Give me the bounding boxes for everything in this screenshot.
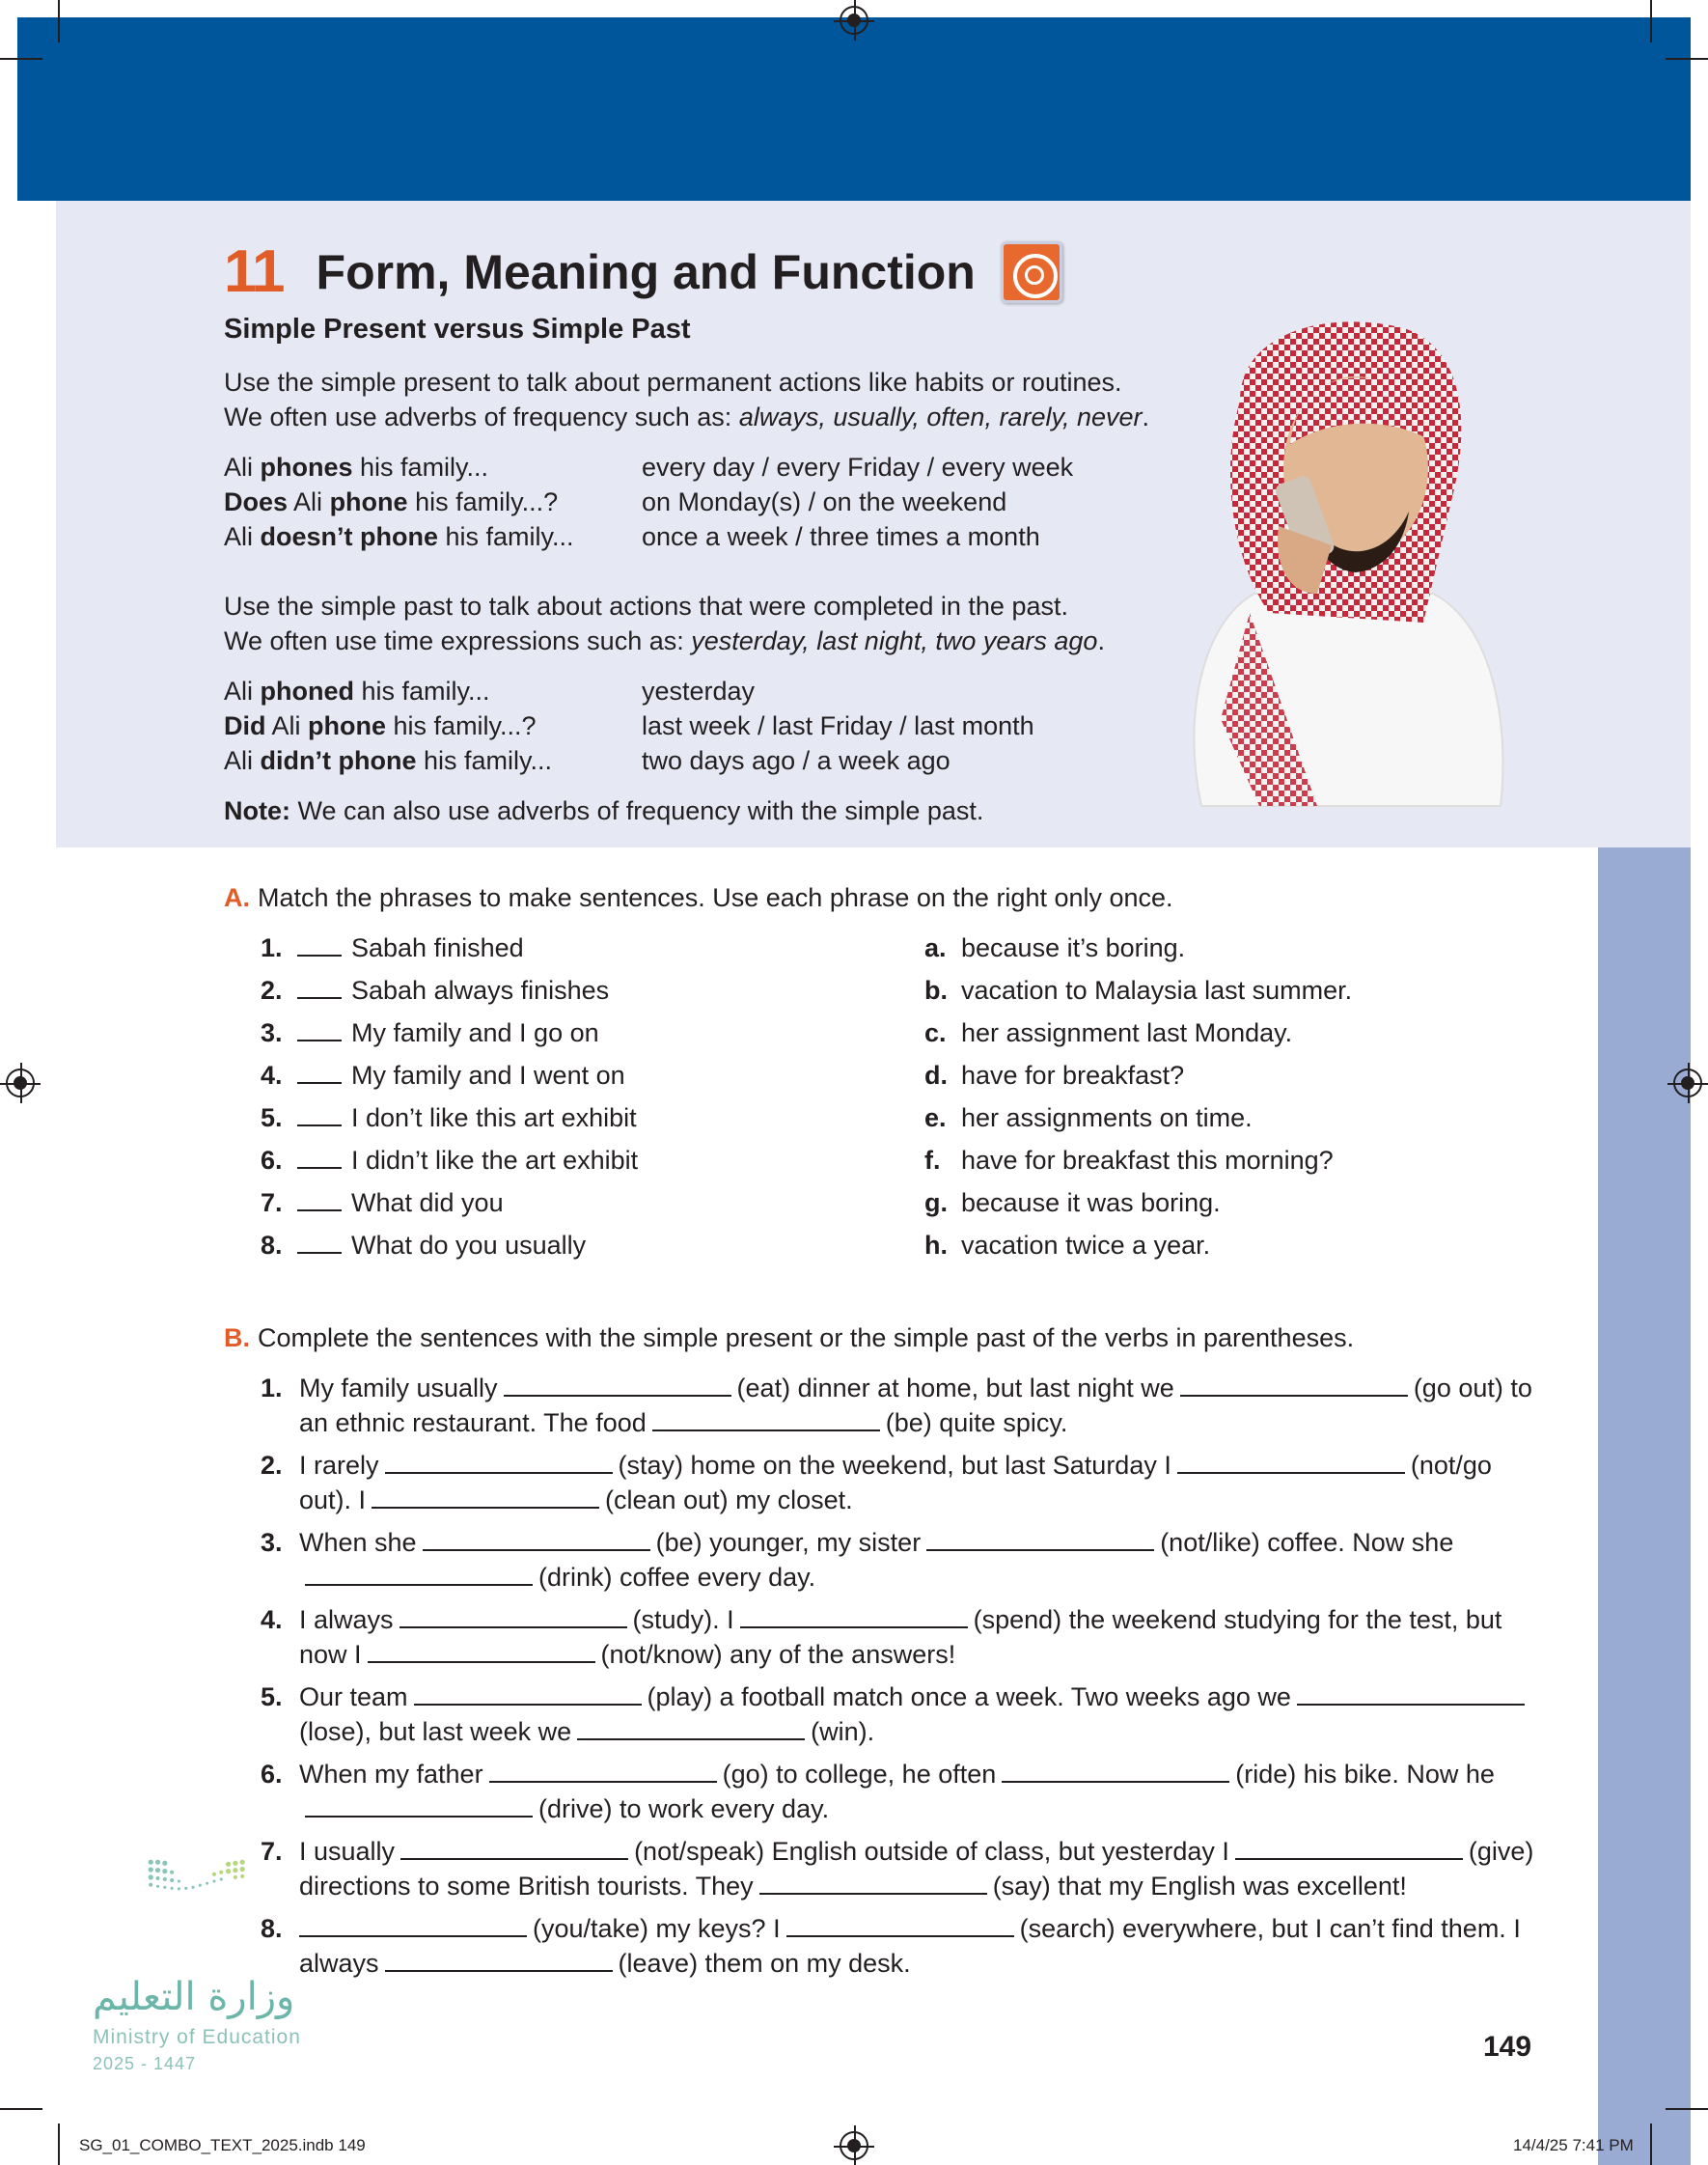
answer-blank[interactable] bbox=[297, 976, 342, 999]
item-text: Sabah finished bbox=[351, 933, 524, 962]
sentence-part: (stay) home on the weekend, but last Saturday I bbox=[618, 1451, 1171, 1480]
list-item bbox=[261, 930, 524, 965]
item-number: 4. bbox=[261, 1605, 283, 1634]
answer-blank[interactable] bbox=[926, 1528, 1154, 1551]
sentence-part: (drive) to work every day. bbox=[538, 1794, 830, 1823]
list-item bbox=[261, 1143, 638, 1178]
past-time-2: last week / last Friday / last month bbox=[642, 711, 1034, 740]
sentence-part: (play) a football match once a week. Two weeks ago we bbox=[647, 1682, 1291, 1711]
sentence-part: (not/know) any of the answers! bbox=[600, 1640, 956, 1669]
item-text: What did you bbox=[351, 1188, 504, 1217]
present-adverbs: always, usually, often, rarely, never bbox=[738, 402, 1143, 431]
sentence-part: (ride) his bike. Now he bbox=[1235, 1760, 1495, 1789]
registration-mark-icon bbox=[6, 1069, 35, 1097]
item-number: 4. bbox=[261, 1061, 283, 1090]
past-time-3: two days ago / a week ago bbox=[642, 746, 950, 775]
list-item bbox=[261, 1100, 637, 1135]
sentence-part: (say) that my English was excellent! bbox=[992, 1872, 1407, 1901]
item-letter: h. bbox=[924, 1231, 948, 1260]
answer-blank[interactable] bbox=[305, 1794, 533, 1818]
answer-blank[interactable] bbox=[399, 1605, 627, 1628]
past-example-2 bbox=[224, 708, 552, 743]
crop-mark bbox=[58, 2123, 60, 2165]
answer-blank[interactable] bbox=[504, 1374, 731, 1397]
ministry-year: 2025 - 1447 bbox=[93, 2054, 197, 2073]
verb: phone bbox=[329, 487, 408, 516]
exercise-b-item bbox=[261, 1525, 1544, 1595]
exercise-b-item bbox=[261, 1448, 1544, 1517]
list-item bbox=[261, 1228, 586, 1263]
item-number: 6. bbox=[261, 1760, 283, 1789]
item-text: vacation twice a year. bbox=[961, 1231, 1211, 1260]
list-item bbox=[924, 930, 1185, 965]
present-line-2-prefix: We often use adverbs of frequency such as: bbox=[224, 402, 739, 431]
right-color-strip bbox=[1598, 847, 1691, 2165]
sentence-part: I rarely bbox=[299, 1451, 379, 1480]
item-text: I didn’t like the art exhibit bbox=[351, 1146, 639, 1175]
list-item bbox=[924, 1228, 1210, 1263]
text: his family...? bbox=[386, 711, 537, 740]
note-label: Note: bbox=[224, 796, 290, 825]
answer-blank[interactable] bbox=[1002, 1760, 1229, 1783]
item-text: her assignment last Monday. bbox=[961, 1018, 1293, 1047]
crop-mark bbox=[1650, 0, 1652, 42]
item-letter: e. bbox=[924, 1103, 947, 1132]
item-text: her assignments on time. bbox=[961, 1103, 1253, 1132]
answer-blank[interactable] bbox=[489, 1760, 717, 1783]
item-number: 5. bbox=[261, 1103, 283, 1132]
text: Ali bbox=[224, 746, 261, 775]
print-slug-datetime: 14/4/25 7:41 PM bbox=[1513, 2136, 1634, 2154]
item-number: 3. bbox=[261, 1018, 283, 1047]
sentence-part: (go out) to an ethnic restaurant. The food bbox=[299, 1374, 1532, 1437]
past-explanation bbox=[224, 589, 1105, 658]
past-expressions: yesterday, last night, two years ago bbox=[691, 626, 1098, 655]
exercise-b-item bbox=[261, 1757, 1544, 1826]
answer-blank[interactable] bbox=[577, 1717, 805, 1740]
sentence-part: (give) directions to some British tourists. They bbox=[299, 1837, 1534, 1901]
item-text: I don’t like this art exhibit bbox=[351, 1103, 637, 1132]
list-item bbox=[924, 1185, 1221, 1220]
answer-blank[interactable] bbox=[297, 1061, 342, 1084]
crop-mark bbox=[0, 2108, 42, 2110]
exercise-a-instruction bbox=[224, 880, 1173, 915]
present-example-2 bbox=[224, 485, 574, 519]
verb: Did bbox=[224, 711, 266, 740]
sentence-part: (lose), but last week we bbox=[299, 1717, 572, 1746]
past-example-1 bbox=[224, 674, 552, 708]
exercise-b-item bbox=[261, 1834, 1544, 1903]
item-text: because it was boring. bbox=[961, 1188, 1221, 1217]
exercise-b-item bbox=[261, 1371, 1544, 1440]
text: Ali bbox=[224, 522, 261, 551]
sentence-part: I usually bbox=[299, 1837, 396, 1866]
man-on-phone-photo bbox=[1163, 304, 1520, 811]
answer-blank[interactable] bbox=[368, 1640, 595, 1663]
answer-blank[interactable] bbox=[652, 1408, 880, 1431]
crop-mark bbox=[1650, 2123, 1652, 2165]
sentence-part: When she bbox=[299, 1528, 417, 1557]
item-letter: f. bbox=[924, 1146, 941, 1175]
item-number: 3. bbox=[261, 1528, 283, 1557]
past-example-3 bbox=[224, 743, 552, 778]
sentence-part: (go) to college, he often bbox=[722, 1760, 997, 1789]
list-item bbox=[924, 1015, 1292, 1050]
answer-blank[interactable] bbox=[297, 1188, 342, 1211]
past-time-1: yesterday bbox=[642, 677, 756, 706]
registration-mark-icon bbox=[840, 2131, 868, 2160]
lesson-subtitle: Simple Present versus Simple Past bbox=[224, 314, 691, 345]
exercise-b-letter: B. bbox=[224, 1323, 250, 1352]
present-examples bbox=[224, 450, 574, 554]
text: Ali bbox=[288, 487, 330, 516]
present-time-expressions bbox=[642, 450, 1073, 554]
present-example-3 bbox=[224, 519, 574, 554]
past-line-2 bbox=[224, 624, 1105, 658]
present-line-2-suffix: . bbox=[1142, 402, 1150, 431]
print-slug-file: SG_01_COMBO_TEXT_2025.indb 149 bbox=[79, 2136, 366, 2154]
text: Ali bbox=[265, 711, 309, 740]
sentence-part: (search) everywhere, but I can’t find them. I always bbox=[299, 1914, 1521, 1978]
list-item bbox=[924, 1058, 1184, 1093]
exercise-b-item bbox=[261, 1911, 1544, 1981]
item-number: 7. bbox=[261, 1837, 283, 1866]
text: his family... bbox=[438, 522, 574, 551]
item-number: 7. bbox=[261, 1188, 283, 1217]
answer-blank[interactable] bbox=[305, 1563, 533, 1586]
exercise-a-letter: A. bbox=[224, 883, 250, 912]
sentence-part: (drink) coffee every day. bbox=[538, 1563, 816, 1592]
header-band bbox=[17, 17, 1691, 201]
verb: phone bbox=[308, 711, 387, 740]
present-explanation bbox=[224, 365, 1149, 434]
lesson-header bbox=[224, 237, 1062, 306]
exercise-a-text: Match the phrases to make sentences. Use each phrase on the right only once. bbox=[258, 883, 1173, 912]
sentence-part: When my father bbox=[299, 1760, 483, 1789]
item-text: My family and I go on bbox=[351, 1018, 599, 1047]
ministry-arabic-name: وزارة التعليم bbox=[93, 1975, 295, 2019]
list-item bbox=[261, 973, 609, 1008]
audio-icon[interactable] bbox=[1001, 241, 1062, 303]
present-line-1: Use the simple present to talk about permanent actions like habits or routines. bbox=[224, 368, 1122, 397]
list-item bbox=[924, 973, 1352, 1008]
answer-blank[interactable] bbox=[385, 1451, 613, 1474]
item-letter: g. bbox=[924, 1188, 948, 1217]
present-time-2: on Monday(s) / on the weekend bbox=[642, 487, 1007, 516]
answer-blank[interactable] bbox=[740, 1605, 968, 1628]
sentence-part: (not/speak) English outside of class, but yesterday I bbox=[634, 1837, 1229, 1866]
answer-blank[interactable] bbox=[297, 1231, 342, 1254]
note-text: We can also use adverbs of frequency with the simple past. bbox=[290, 796, 984, 825]
verb: phones bbox=[260, 453, 353, 482]
past-line-1: Use the simple past to talk about actions that were completed in the past. bbox=[224, 592, 1068, 621]
answer-blank[interactable] bbox=[786, 1914, 1014, 1937]
answer-blank[interactable] bbox=[297, 933, 342, 957]
crop-mark bbox=[1666, 2108, 1708, 2110]
item-number: 5. bbox=[261, 1682, 283, 1711]
registration-mark-icon bbox=[840, 6, 868, 35]
crop-mark bbox=[58, 0, 60, 42]
answer-blank[interactable] bbox=[297, 1146, 342, 1169]
answer-blank[interactable] bbox=[1177, 1451, 1405, 1474]
item-number: 2. bbox=[261, 1451, 283, 1480]
answer-blank[interactable] bbox=[423, 1528, 650, 1551]
exercise-b-instruction bbox=[224, 1320, 1354, 1355]
sentence-part: (not/like) coffee. Now she bbox=[1160, 1528, 1454, 1557]
sentence-part: (leave) them on my desk. bbox=[618, 1949, 911, 1978]
answer-blank[interactable] bbox=[1297, 1682, 1525, 1706]
item-text: because it’s boring. bbox=[961, 933, 1186, 962]
verb: doesn’t phone bbox=[260, 522, 439, 551]
sentence-part: My family usually bbox=[299, 1374, 498, 1402]
exercise-b-item bbox=[261, 1679, 1544, 1749]
list-item bbox=[261, 1058, 625, 1093]
sentence-part: (be) quite spicy. bbox=[885, 1408, 1068, 1437]
page-number: 149 bbox=[1483, 2031, 1532, 2063]
item-number: 2. bbox=[261, 976, 283, 1005]
sentence-part: (not/go out). I bbox=[299, 1451, 1492, 1514]
verb: Does bbox=[224, 487, 289, 516]
list-item bbox=[261, 1185, 504, 1220]
exercise-b-item bbox=[261, 1602, 1544, 1672]
item-text: have for breakfast? bbox=[961, 1061, 1185, 1090]
item-text: What do you usually bbox=[351, 1231, 587, 1260]
sentence-part: (spend) the weekend studying for the test, but now I bbox=[299, 1605, 1502, 1669]
item-number: 8. bbox=[261, 1231, 283, 1260]
answer-blank[interactable] bbox=[385, 1949, 613, 1972]
answer-blank[interactable] bbox=[297, 1018, 342, 1041]
answer-blank[interactable] bbox=[1235, 1837, 1463, 1860]
verb: phoned bbox=[260, 677, 354, 706]
ministry-logo-icon bbox=[93, 1857, 315, 1973]
text: his family... bbox=[416, 746, 553, 775]
answer-blank[interactable] bbox=[297, 1103, 342, 1126]
sentence-part: Our team bbox=[299, 1682, 408, 1711]
item-number: 1. bbox=[261, 1374, 283, 1402]
crop-mark bbox=[1666, 58, 1708, 60]
sentence-part: (be) younger, my sister bbox=[655, 1528, 922, 1557]
item-letter: c. bbox=[924, 1018, 947, 1047]
past-line-2-prefix: We often use time expressions such as: bbox=[224, 626, 692, 655]
present-line-2 bbox=[224, 400, 1149, 434]
present-example-1 bbox=[224, 450, 574, 485]
answer-blank[interactable] bbox=[414, 1682, 642, 1706]
ministry-english-name: Ministry of Education bbox=[93, 2026, 301, 2048]
lesson-title: Form, Meaning and Function bbox=[316, 244, 976, 299]
past-line-2-suffix: . bbox=[1097, 626, 1105, 655]
sentence-part: I always bbox=[299, 1605, 394, 1634]
list-item bbox=[924, 1100, 1253, 1135]
answer-blank[interactable] bbox=[299, 1914, 527, 1937]
sentence-part: (study). I bbox=[632, 1605, 734, 1634]
item-text: vacation to Malaysia last summer. bbox=[961, 976, 1353, 1005]
present-time-1: every day / every Friday / every week bbox=[642, 453, 1074, 482]
text: his family...? bbox=[407, 487, 559, 516]
present-time-3: once a week / three times a month bbox=[642, 522, 1040, 551]
item-letter: b. bbox=[924, 976, 948, 1005]
item-letter: a. bbox=[924, 933, 947, 962]
item-number: 6. bbox=[261, 1146, 283, 1175]
exercise-b-text: Complete the sentences with the simple present or the simple past of the verbs in parentheses. bbox=[258, 1323, 1355, 1352]
past-examples bbox=[224, 674, 552, 778]
item-text: My family and I went on bbox=[351, 1061, 625, 1090]
text: Ali bbox=[224, 677, 261, 706]
past-time-expressions bbox=[642, 674, 1034, 778]
sentence-part: (eat) dinner at home, but last night we bbox=[736, 1374, 1174, 1402]
verb: didn’t phone bbox=[260, 746, 417, 775]
grammar-note bbox=[224, 793, 983, 828]
answer-blank[interactable] bbox=[400, 1837, 628, 1860]
answer-blank[interactable] bbox=[759, 1872, 987, 1895]
answer-blank[interactable] bbox=[372, 1485, 599, 1509]
item-text: have for breakfast this morning? bbox=[961, 1146, 1334, 1175]
sentence-part: (clean out) my closet. bbox=[605, 1485, 853, 1514]
list-item bbox=[261, 1015, 599, 1050]
crop-mark bbox=[0, 58, 42, 60]
registration-mark-icon bbox=[1673, 1069, 1702, 1097]
answer-blank[interactable] bbox=[1180, 1374, 1408, 1397]
item-number: 1. bbox=[261, 933, 283, 962]
lesson-number: 11 bbox=[224, 238, 284, 305]
text: Ali bbox=[224, 453, 261, 482]
text: his family... bbox=[354, 677, 490, 706]
sentence-part: (win). bbox=[811, 1717, 875, 1746]
item-number: 8. bbox=[261, 1914, 283, 1943]
item-letter: d. bbox=[924, 1061, 948, 1090]
sentence-part: (you/take) my keys? I bbox=[533, 1914, 781, 1943]
item-text: Sabah always finishes bbox=[351, 976, 610, 1005]
text: his family... bbox=[352, 453, 489, 482]
list-item bbox=[924, 1143, 1334, 1178]
